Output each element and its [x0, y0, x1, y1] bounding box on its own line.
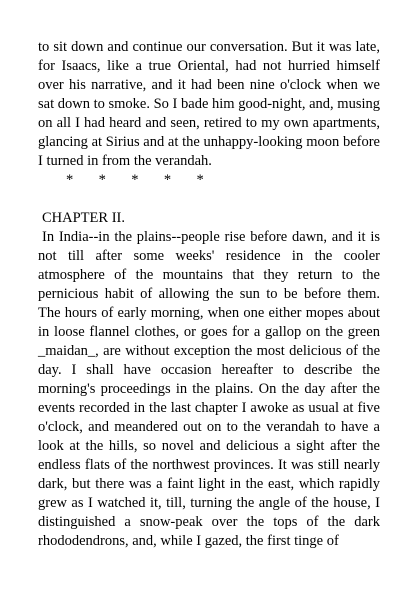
book-page [38, 38, 380, 551]
chapter-paragraph: In India--in the plains--people rise before dawn, and it is not till after some weeks' residence in the cooler atmosphere of the mountains that they return to the pernicious habit of allowing the sun to be before them. The hours of early morning, when one either mopes about in loose flannel clothes, or goes for a gallop on the green _maidan_, are without exception the most delicious of the day. I shall have occasion hereafter to describe the morning's proceedings in the plains. On the day after the events recorded in the last chapter I awoke as usual at five o'clock, and meandered out on to the verandah to have a look at the hills, so novel and delicious a sight after the endless flats of the northwest provinces. It was still nearly dark, but there was a faint light in the east, which rapidly grew as I watched it, till, turning the angle of the house, I distinguished a snow-peak over the tops of the dark rhododendrons, and, while I gazed, the first tinge of [38, 229, 380, 549]
blank-line [38, 190, 380, 209]
chapter-heading: CHAPTER II. [42, 210, 125, 226]
section-break: * * * * * [66, 172, 204, 188]
continued-paragraph: to sit down and continue our conversation. But it was late, for Isaacs, like a true Oriental, had not hurried himself over his narrative, and it had been nine o'clock when we sat down to smoke. So I bade him good-night, and, musing on all I had heard and seen, retired to my own apartments, glancing at Sirius and at the unhappy-looking moon before I turned in from the verandah. [38, 39, 380, 169]
